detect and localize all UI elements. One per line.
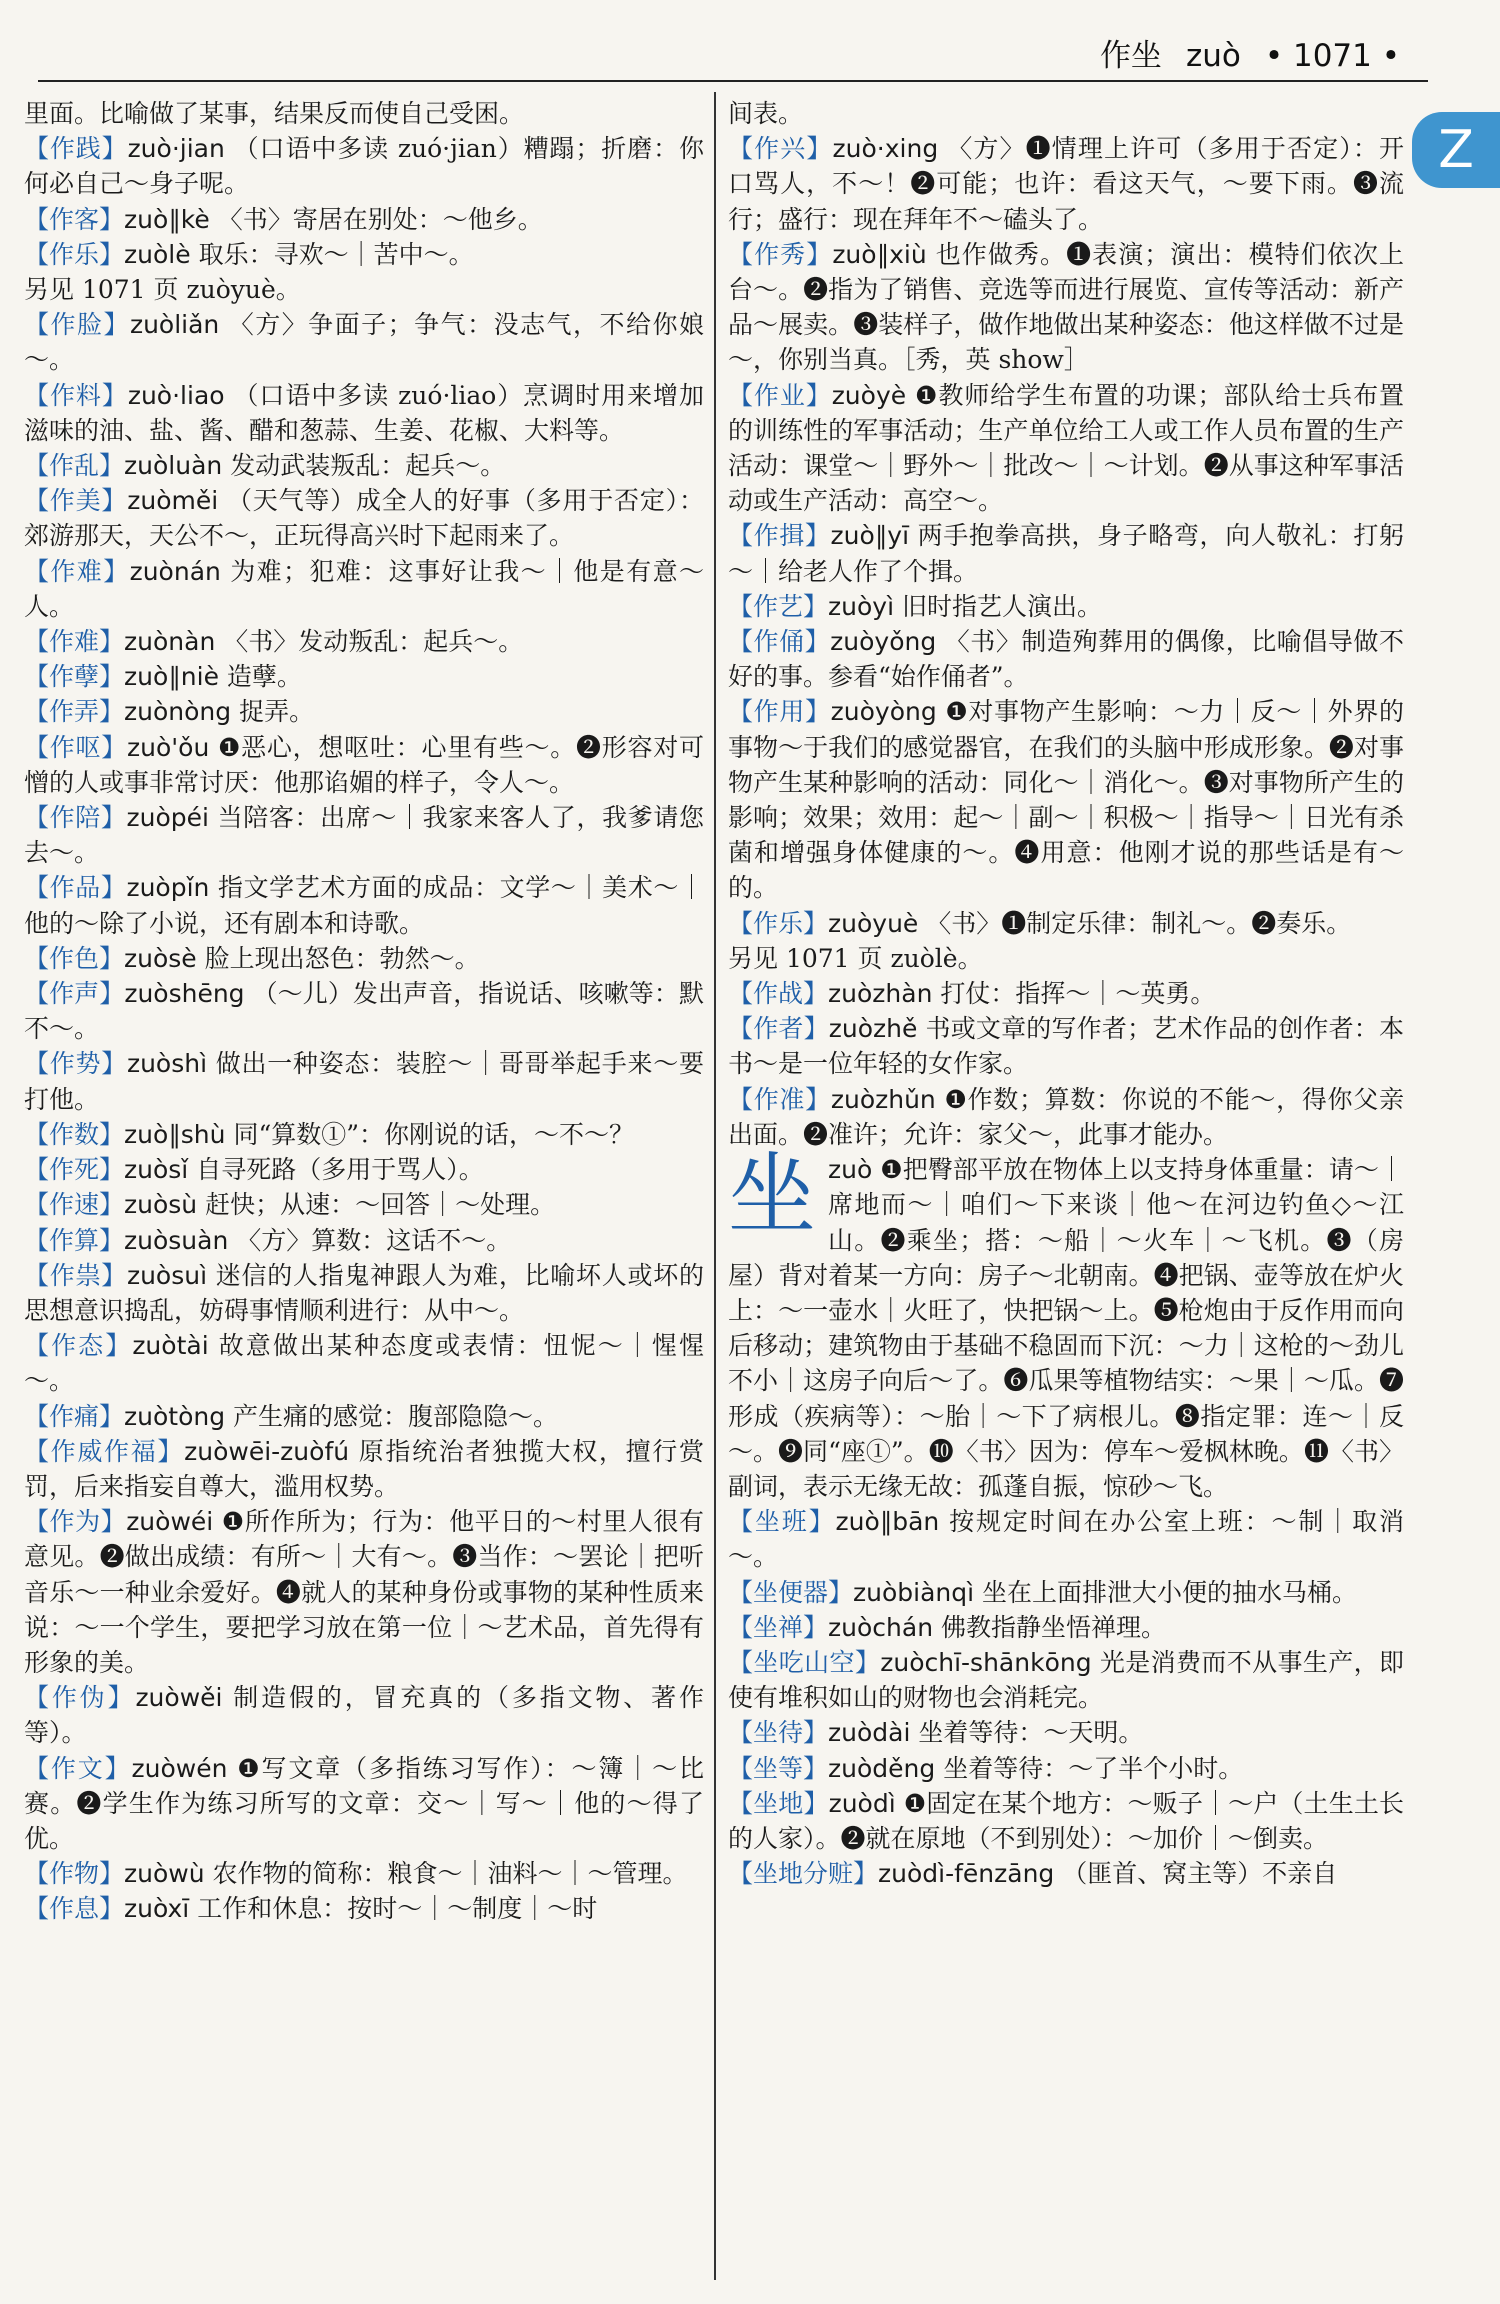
dictionary-entry [728, 518, 1404, 588]
entry-definition: 按规定时间在办公室上班：～制｜取消～。 [728, 1507, 1404, 1572]
dictionary-entry [728, 1645, 1404, 1715]
dictionary-entry [24, 1751, 704, 1857]
entry-definition: 坐着等待：～了半个小时。 [943, 1753, 1244, 1783]
dictionary-entry [728, 976, 1404, 1011]
zuo-pinyin: zuò [828, 1155, 873, 1185]
entry-headword: 【坐地分赃】 [728, 1859, 879, 1889]
dictionary-entry [24, 131, 704, 201]
entry-pinyin: zuòliǎn [129, 310, 220, 340]
entry-headword: 【作势】 [24, 1049, 127, 1079]
zuo-main-entry [728, 1143, 1404, 1504]
entry-headword: 【作用】 [728, 697, 831, 727]
dictionary-entry [24, 976, 704, 1046]
dictionary-entry [24, 730, 704, 800]
entry-definition: 〈方〉争面子；争气：没志气，不给你娘～。 [24, 310, 704, 375]
entry-headword: 【作色】 [24, 943, 125, 973]
entry-pinyin: zuòzhě [828, 1014, 918, 1044]
entry-pinyin: zuòtài [132, 1331, 209, 1361]
entry-definition: （～儿）发出声音，指说话、咳嗽等：默不～。 [24, 979, 704, 1044]
dictionary-entry [728, 1610, 1404, 1645]
entry-pinyin: zuò∥niè [124, 662, 219, 692]
entry-definition: 工作和休息：按时～｜～制度｜～时 [197, 1894, 598, 1924]
entry-pinyin: zuòshēng [124, 979, 245, 1009]
entry-headword: 【作态】 [24, 1331, 133, 1361]
entry-definition: 故意做出某种态度或表情：忸怩～｜惺惺～。 [24, 1331, 704, 1396]
entry-definition: ❶固定在某个地方：～贩子｜～户（土生土长的人家）。❷就在原地（不到别处）：～加价｜～倒卖。 [728, 1788, 1404, 1853]
dictionary-entry [728, 941, 1404, 976]
entry-headword: 【坐吃山空】 [728, 1647, 881, 1677]
entry-pinyin: zuò∥xiù [832, 239, 927, 269]
dictionary-entry [24, 1223, 704, 1258]
dictionary-entry [728, 1011, 1404, 1081]
entry-headword: 【作乐】 [728, 908, 829, 938]
dictionary-entry [24, 1187, 704, 1222]
running-head-pinyin: zuò [1185, 38, 1241, 74]
entry-definition: 〈书〉❶制定乐律：制礼～。❷奏乐。 [926, 908, 1352, 938]
dictionary-entry [728, 1575, 1404, 1610]
dictionary-entry [24, 1504, 704, 1680]
entry-headword: 【作威作福】 [24, 1436, 185, 1466]
entry-headword: 【坐等】 [728, 1753, 829, 1783]
entry-headword: 【作者】 [728, 1014, 829, 1044]
entry-pinyin: zuòsù [124, 1190, 198, 1220]
entry-definition: 〈方〉❶情理上许可（多用于否定）：开口骂人，不～！❷可能；也许：看这天气，～要下雨。❸流行；盛行：现在拜年不～磕头了。 [728, 134, 1404, 234]
entry-definition: 当陪客：出席～｜我家来客人了，我爹请您去～。 [24, 803, 704, 868]
dictionary-entry [24, 800, 704, 870]
dictionary-entry [24, 237, 704, 272]
entry-headword: 【作脸】 [24, 310, 130, 340]
dictionary-entry [728, 589, 1404, 624]
dictionary-entry [24, 272, 704, 307]
entry-pinyin: zuò∥shù [124, 1119, 226, 1149]
entry-pinyin: zuòchī-shānkōng [880, 1647, 1092, 1677]
entry-definition: 造孽。 [226, 662, 302, 692]
entry-headword: 【作呕】 [24, 732, 128, 762]
entry-headword: 【作痛】 [24, 1401, 125, 1431]
entry-pinyin: zuòzhǔn [830, 1084, 936, 1114]
entry-pinyin: zuò∥yī [830, 521, 910, 551]
entry-definition: 间表。 [728, 99, 804, 128]
entry-definition: 里面。比喻做了某事，结果反而使自己受困。 [24, 99, 525, 128]
column-divider [714, 92, 716, 2280]
dictionary-entry [728, 96, 1404, 131]
entry-pinyin: zuòsǐ [124, 1155, 189, 1185]
entry-pinyin: zuò·liao [127, 380, 225, 410]
entry-headword: 【作息】 [24, 1894, 125, 1924]
entry-definition: ❶对事物产生影响：～力｜反～｜外界的事物～于我们的感觉器官，在我们的头脑中形成形象。❷对事物产生某种影响的活动：同化～｜消化～。❸对事物所产生的影响；效果；效用：起～｜副～｜积极～｜指导～｜日光有杀菌和增强身体健康的～。❹用意：他刚才说的那些话是有～的。 [728, 697, 1404, 903]
entry-pinyin: zuòxī [124, 1894, 190, 1924]
entry-pinyin: zuòlè [124, 239, 191, 269]
dictionary-entry [24, 624, 704, 659]
entry-definition: 指文学艺术方面的成品：文学～｜美术～｜他的～除了小说，还有剧本和诗歌。 [24, 873, 704, 938]
entry-headword: 【作物】 [24, 1859, 125, 1889]
dictionary-entry [728, 1082, 1404, 1152]
entry-pinyin: zuòwēi-zuòfú [184, 1436, 350, 1466]
entry-pinyin: zuòdì-fēnzāng [878, 1859, 1055, 1889]
right-entries-bottom [728, 1504, 1404, 1891]
entry-pinyin: zuòdài [828, 1718, 911, 1748]
dictionary-entry [728, 624, 1404, 694]
entry-headword: 【作秀】 [728, 239, 833, 269]
entry-headword: 【作文】 [24, 1753, 132, 1783]
entry-pinyin: zuòyòng [830, 697, 937, 727]
entry-pinyin: zuònòng [124, 697, 232, 727]
dictionary-entry [24, 870, 704, 940]
entry-headword: 【作客】 [24, 204, 125, 234]
dictionary-entry [728, 906, 1404, 941]
dictionary-entry [24, 1680, 704, 1750]
dictionary-entry [728, 131, 1404, 237]
entry-pinyin: zuòděng [828, 1753, 936, 1783]
entry-definition: 迷信的人指鬼神跟人为难，比喻坏人或坏的思想意识捣乱，妨碍事情顺利进行：从中～。 [24, 1260, 704, 1325]
entry-pinyin: zuò·xing [832, 134, 939, 164]
entry-definition: 发动武装叛乱：起兵～。 [230, 451, 506, 481]
entry-definition: 取乐：寻欢～｜苦中～。 [198, 239, 474, 269]
dictionary-entry [24, 1399, 704, 1434]
entry-definition: 坐着等待：～天明。 [918, 1718, 1144, 1748]
entry-headword: 【坐地】 [728, 1788, 829, 1818]
entry-definition: 做出一种姿态：装腔～｜哥哥举起手来～要打他。 [24, 1049, 704, 1114]
entry-pinyin: zuò∥bān [835, 1507, 940, 1537]
running-head-title: 作坐 [1099, 38, 1162, 74]
dictionary-entry [728, 378, 1404, 519]
entry-definition: 农作物的简称：粮食～｜油料～｜～管理。 [212, 1859, 688, 1889]
entry-definition: 自寻死路（多用于骂人）。 [196, 1155, 484, 1185]
entry-definition: ❶作数；算数：你说的不能～，得你父亲出面。❷准许；允许：家父～，此事才能办。 [728, 1084, 1404, 1149]
dictionary-entry [24, 1258, 704, 1328]
zuo-definition: ❶把臀部平放在物体上以支持身体重量：请～｜席地而～｜咱们～下来谈｜他～在河边钓鱼◇～江山。❷乘坐；搭：～船｜～火车｜～飞机。❸（房屋）背对着某一方向：房子～北朝南。❹把锅、壶等放在炉火上：～一壶水｜火旺了，快把锅～上。❺枪炮由于反作用而向后移动；建筑物由于基础不稳固而下沉：～力｜这枪的～劲儿不小｜这房子向后～了。❻瓜果等植物结实：～果｜～瓜。❼形成（疾病等）：～胎｜～下了病根儿。❽指定罪：连～｜反～。❾同“座①”。❿〈书〉因为：停车～爱枫林晚。⓫〈书〉副词，表示无缘无故：孤蓬自振，惊砂～飞。 [728, 1155, 1404, 1501]
entry-definition: 同“算数①”：你刚说的话，～不～？ [233, 1119, 635, 1149]
entry-pinyin: zuòpǐn [126, 873, 210, 903]
entry-definition: 捉弄。 [239, 697, 315, 727]
entry-definition: （天气等）成全人的好事（多用于否定）：郊游那天，天公不～，正玩得高兴时下起雨来了。 [24, 486, 704, 551]
right-entries-top [728, 96, 1404, 1152]
dictionary-entry [24, 307, 704, 377]
entry-pinyin: zuòměi [127, 486, 219, 516]
entry-headword: 【作兴】 [728, 134, 833, 164]
entry-definition: （匪首、窝主等）不亲自 [1062, 1859, 1338, 1889]
entry-definition: 〈书〉制造殉葬用的偶像，比喻倡导做不好的事。参看“始作俑者”。 [728, 627, 1404, 692]
entry-pinyin: zuò·jian [127, 134, 225, 164]
dictionary-entry [728, 1786, 1404, 1856]
entry-pinyin: zuòsuàn [124, 1225, 229, 1255]
entry-headword: 【作孽】 [24, 662, 125, 692]
entry-definition: 〈书〉发动叛乱：起兵～。 [223, 627, 524, 657]
dictionary-entry [24, 1152, 704, 1187]
entry-headword: 【作践】 [24, 134, 128, 164]
dictionary-entry [728, 1504, 1404, 1574]
entry-pinyin: zuòluàn [124, 451, 223, 481]
page-header [0, 0, 1500, 82]
entry-pinyin: zuòchán [828, 1612, 934, 1642]
dictionary-entry [728, 237, 1404, 378]
entry-headword: 【作速】 [24, 1190, 125, 1220]
dictionary-entry [24, 448, 704, 483]
entry-headword: 【坐禅】 [728, 1612, 829, 1642]
right-column [728, 96, 1404, 2280]
dictionary-entry [728, 694, 1404, 905]
entry-pinyin: zuòdì [828, 1788, 896, 1818]
dictionary-entry [24, 1117, 704, 1152]
dictionary-entry [24, 694, 704, 729]
entry-pinyin: zuòwén [131, 1753, 228, 1783]
entry-headword: 【作准】 [728, 1084, 831, 1114]
entry-headword: 【坐班】 [728, 1507, 836, 1537]
entry-definition: 产生痛的感觉：腹部隐隐～。 [233, 1401, 559, 1431]
entry-definition: （口语中多读 zuó·jian）糟蹋；折磨：你何必自己～身子呢。 [24, 134, 704, 199]
entry-headword: 【作艺】 [728, 591, 829, 621]
entry-pinyin: zuòwù [124, 1859, 205, 1889]
entry-headword: 【坐便器】 [728, 1577, 854, 1607]
dictionary-entry [24, 1046, 704, 1116]
entry-pinyin: zuòwěi [135, 1683, 223, 1713]
entry-definition: 光是消费而不从事生产，即使有堆积如山的财物也会消耗完。 [728, 1647, 1404, 1713]
entry-headword: 【作祟】 [24, 1260, 127, 1290]
entry-headword: 【作乱】 [24, 451, 125, 481]
dictionary-entry [24, 1328, 704, 1398]
zuo-headword: 坐 [728, 1143, 817, 1247]
entry-pinyin: zuòyì [828, 591, 895, 621]
entry-pinyin: zuò∥kè [124, 204, 210, 234]
dictionary-entry [24, 659, 704, 694]
entry-headword: 【作难】 [24, 627, 125, 657]
entry-pinyin: zuòyè [831, 380, 907, 410]
page-number: • 1071 • [1264, 38, 1400, 74]
entry-definition: 书或文章的写作者；艺术作品的创作者：本书～是一位年轻的女作家。 [728, 1014, 1404, 1079]
entry-headword: 【作声】 [24, 979, 125, 1009]
entry-definition: 也作做秀。❶表演；演出：模特们依次上台～。❷指为了销售、竞选等而进行展览、宣传等活动：新产品～展卖。❸装样子，做作地做出某种姿态：他这样做不过是～，你别当真。［秀，英 show］ [728, 239, 1404, 375]
dictionary-entry [24, 378, 704, 448]
entry-definition: 两手抱拳高拱，身子略弯，向人敬礼：打躬～｜给老人作了个揖。 [728, 521, 1404, 586]
entry-pinyin: zuòtòng [124, 1401, 226, 1431]
entry-definition: 脸上现出怒色：勃然～。 [204, 943, 480, 973]
entry-pinyin: zuòyǒng [830, 627, 937, 657]
entry-headword: 【作弄】 [24, 697, 125, 727]
entry-headword: 【作死】 [24, 1155, 125, 1185]
dictionary-entry [24, 96, 704, 131]
dictionary-entry [24, 1856, 704, 1891]
entry-pinyin: zuònán [129, 556, 221, 586]
entry-headword: 【作数】 [24, 1119, 125, 1149]
entry-headword: 【作难】 [24, 556, 130, 586]
letter-thumb-tab[interactable]: Z [1412, 112, 1500, 188]
entry-headword: 【作乐】 [24, 239, 125, 269]
entry-definition: ❶写文章（多指练习写作）：～簿｜～比赛。❷学生作为练习所写的文章：交～｜写～｜他的～得了优。 [24, 1753, 704, 1853]
entry-pinyin: zuòzhàn [828, 979, 933, 1009]
running-head [1076, 30, 1400, 75]
entry-headword: 【作业】 [728, 380, 832, 410]
entry-pinyin: zuòsuì [126, 1260, 208, 1290]
dictionary-entry [24, 941, 704, 976]
entry-pinyin: zuòwéi [126, 1507, 214, 1537]
dictionary-entry [24, 483, 704, 553]
entry-headword: 【作伪】 [24, 1683, 136, 1713]
dictionary-entry [24, 1891, 704, 1926]
entry-headword: 【坐待】 [728, 1718, 829, 1748]
entry-headword: 【作揖】 [728, 521, 831, 551]
entry-definition: ❶恶心，想呕吐：心里有些～。❷形容对可憎的人或事非常讨厌：他那谄媚的样子，令人～。 [24, 732, 704, 797]
entry-headword: 【作品】 [24, 873, 127, 903]
header-rule [38, 80, 1428, 82]
dictionary-entry [728, 1751, 1404, 1786]
entry-definition: 打仗：指挥～｜～英勇。 [940, 979, 1216, 1009]
entry-headword: 【作陪】 [24, 803, 127, 833]
entry-headword: 【作为】 [24, 1507, 127, 1537]
left-column [24, 96, 704, 2280]
entry-definition: 旧时指艺人演出。 [901, 591, 1102, 621]
entry-pinyin: zuòsè [124, 943, 197, 973]
dictionary-entry [24, 202, 704, 237]
entry-pinyin: zuònàn [124, 627, 216, 657]
dictionary-entry [24, 1434, 704, 1504]
entry-pinyin: zuòbiànqì [853, 1577, 975, 1607]
entry-definition: ❶教师给学生布置的功课；部队给士兵布置的训练性的军事活动；生产单位给工人或工作人员布置的生产活动：课堂～｜野外～｜批改～｜～计划。❷从事这种军事活动或生产活动：高空～。 [728, 380, 1404, 516]
entry-definition: 赶快；从速：～回答｜～处理。 [205, 1190, 556, 1220]
entry-pinyin: zuòshì [126, 1049, 208, 1079]
entry-definition: 坐在上面排泄大小便的抽水马桶。 [982, 1577, 1358, 1607]
entry-headword: 【作美】 [24, 486, 128, 516]
entry-definition: 〈方〉算数：这话不～。 [236, 1225, 512, 1255]
entry-pinyin: zuò'ǒu [127, 732, 210, 762]
entry-definition: 原指统治者独揽大权，擅行赏罚，后来指妄自尊大，滥用权势。 [24, 1436, 704, 1501]
entry-definition: 制造假的，冒充真的（多指文物、著作等）。 [24, 1683, 704, 1748]
entry-pinyin: zuòpéi [126, 803, 209, 833]
entry-definition: 另见 1071 页 zuòlè。 [728, 943, 983, 973]
dictionary-entry [728, 1715, 1404, 1750]
entry-headword: 【作战】 [728, 979, 829, 1009]
entry-definition: （口语中多读 zuó·liao）烹调时用来增加滋味的油、盐、酱、醋和葱蒜、生姜、花椒、大料等。 [24, 380, 704, 445]
entry-headword: 【作料】 [24, 380, 128, 410]
entry-pinyin: zuòyuè [828, 908, 919, 938]
entry-definition: ❶所作所为；行为：他平日的～村里人很有意见。❷做出成绩：有所～｜大有～。❸当作：～罢论｜把听音乐～一种业余爱好。❹就人的某种身份或事物的某种性质来说：～一个学生，要把学习放在第一位｜～艺术品，首先得有形象的美。 [24, 1507, 704, 1677]
entry-definition: 佛教指静坐悟禅理。 [941, 1612, 1167, 1642]
entry-definition: 为难；犯难：这事好让我～｜他是有意～人。 [24, 556, 704, 621]
entry-definition: 另见 1071 页 zuòyuè。 [24, 275, 301, 305]
dictionary-entry [728, 1856, 1404, 1891]
entry-definition: 〈书〉寄居在别处：～他乡。 [217, 204, 543, 234]
entry-headword: 【作算】 [24, 1225, 125, 1255]
dictionary-entry [24, 554, 704, 624]
entry-headword: 【作俑】 [728, 627, 831, 657]
